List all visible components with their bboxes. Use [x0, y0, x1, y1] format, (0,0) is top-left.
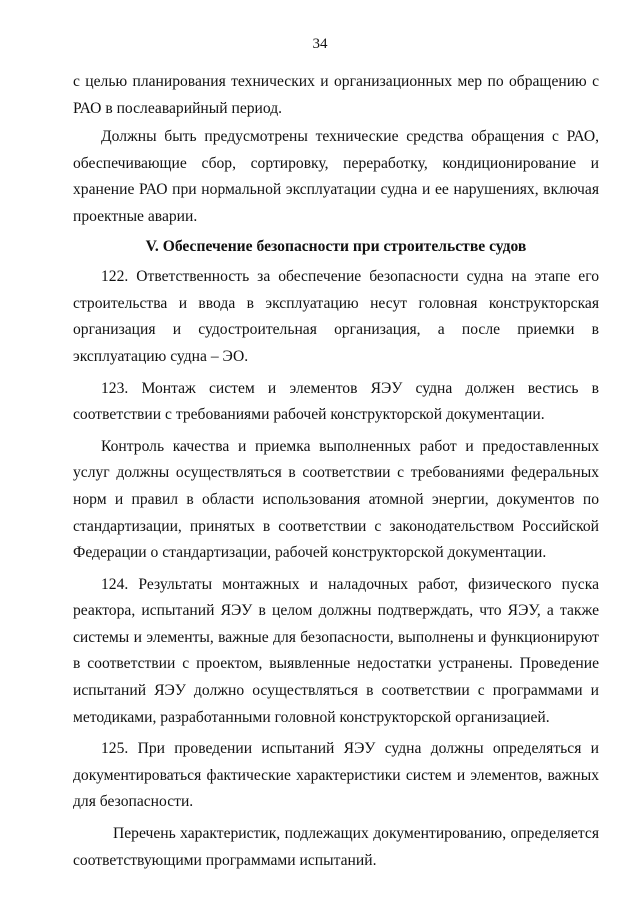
paragraph-rao-means: Должны быть предусмотрены технические средства обращения с РАО, обеспечивающие сбор, сортировку, переработку, кондиционирование и хранение РАО при нормальной эксплуатации судна и ее нарушениях, включая проектные аварии.	[73, 128, 599, 225]
paragraph-122: 122. Ответственность за обеспечение безопасности судна на этапе его строительства и ввода в эксплуатацию несут головная конструкторская организация и судостроительная организация, а после приемки в эксплуатацию судна – ЭО.	[73, 268, 599, 365]
paragraph-124: 124. Результаты монтажных и наладочных работ, физического пуска реактора, испытаний ЯЭУ в целом должны подтверждать, что ЯЭУ, а также системы и элементы, важные для безопасности, выполнены и функционируют в соответствии с проектом, выявленные недостатки устранены. Проведение испытаний ЯЭУ должно осуществляться в соответствии с программами и методиками, разработанными головной конструкторской организацией.	[73, 575, 599, 726]
paragraph-continuation: с целью планирования технических и организационных мер по обращению с РАО в послеаварийный период.	[73, 73, 599, 117]
section-heading: V. Обеспечение безопасности при строительстве судов	[145, 237, 527, 255]
document-body	[73, 69, 599, 874]
paragraph-125: 125. При проведении испытаний ЯЭУ судна должны определяться и документироваться фактические характеристики систем и элементов, важных для безопасности.	[73, 740, 599, 811]
paragraph-quality-control: Контроль качества и приемка выполненных работ и предоставленных услуг должны осуществляться в соответствии с требованиями федеральных норм и правил в области использования атомной энергии, документов по стандартизации, принятых в соответствии с законодательством Российской Федерации о стандартизации, рабочей конструкторской документации.	[73, 437, 599, 562]
page-number: 34	[312, 36, 328, 52]
paragraph-123: 123. Монтаж систем и элементов ЯЭУ судна должен вестись в соответствии с требованиями рабочей конструкторской документации.	[73, 379, 599, 424]
paragraph-characteristics-list: Перечень характеристик, подлежащих документированию, определяется соответствующими программами испытаний.	[73, 825, 599, 869]
